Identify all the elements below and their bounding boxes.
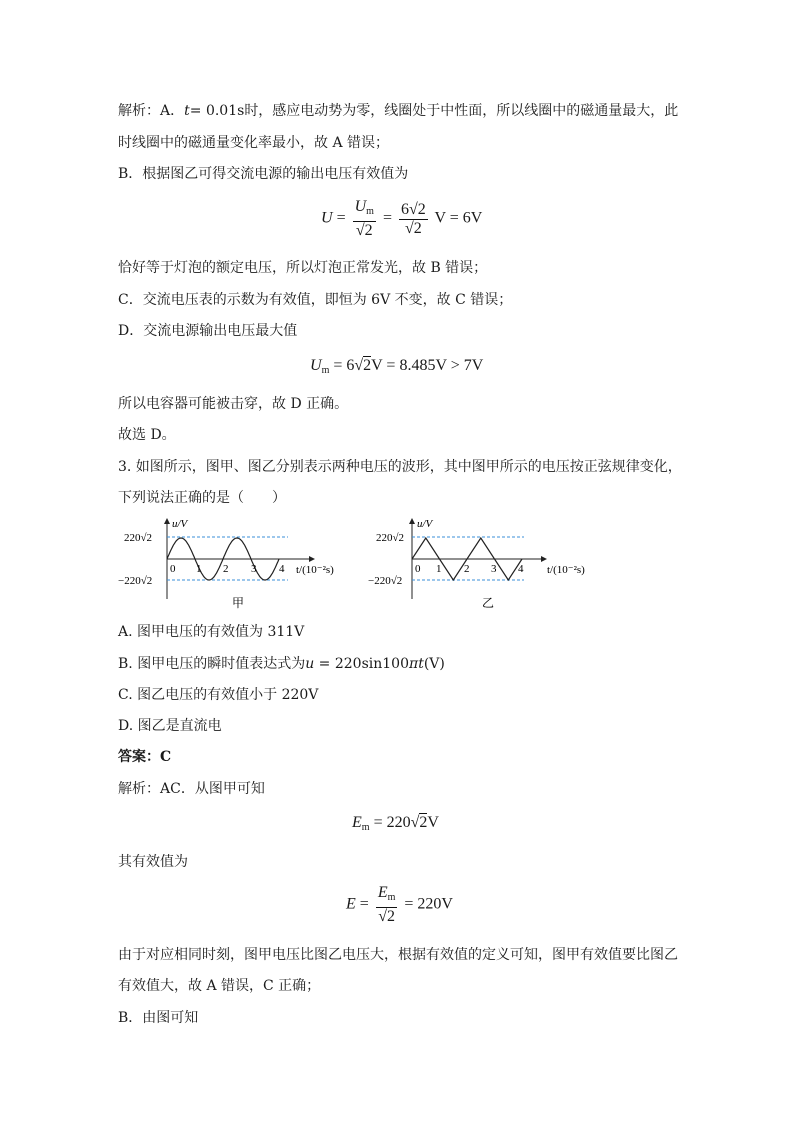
y-min-label: −220√2 <box>368 575 403 587</box>
y-max-label: 220√2 <box>124 532 153 544</box>
analysis-b-line: B．根据图乙可得交流电源的输出电压有效值为 <box>118 166 409 182</box>
tick-4: 4 <box>518 563 524 575</box>
analysis-ac: 解析：AC．从图甲可知 <box>118 781 265 797</box>
final-choice: 故选 D。 <box>118 427 176 443</box>
analysis-comparison-2: 有效值大，故 A 错误，C 正确； <box>118 978 321 994</box>
analysis-a-line-2: 时线圈中的磁通量变化率最小，故 A 错误； <box>118 135 390 151</box>
analysis-a-line: 解析：A．t= 0.01s时，感应电动势为零，线圈处于中性面，所以线圈中的磁通量最大，此 <box>118 103 679 119</box>
caption-jia: 甲 <box>232 596 245 610</box>
analysis-b-conclusion: 恰好等于灯泡的额定电压，所以灯泡正常发光，故 B 错误； <box>118 260 488 276</box>
y-axis-label: u/V <box>172 518 188 530</box>
y-axis-label: u/V <box>417 518 433 530</box>
figure-yi <box>366 515 598 615</box>
tick-3: 3 <box>251 563 257 575</box>
option-b: B. 图甲电压的瞬时值表达式为u = 220sin100πt(V) <box>118 656 445 672</box>
y-min-label: −220√2 <box>118 575 153 587</box>
option-d: D. 图乙是直流电 <box>118 718 222 734</box>
caption-yi: 乙 <box>482 596 495 610</box>
analysis-d-conclusion: 所以电容器可能被击穿，故 D 正确。 <box>118 396 349 412</box>
question-3-stem-2: 下列说法正确的是（ ） <box>118 490 286 506</box>
equation-max-voltage: $U_m = 6√2V = 8.485V > 7V$ <box>310 357 484 376</box>
answer: 答案：C <box>118 749 172 765</box>
equation-effective-e: E = $\frac{E_m}{√2}$ = 220V <box>346 884 453 925</box>
analysis-comparison: 由于对应相同时刻，图甲电压比图乙电压大，根据有效值的定义可知，图甲有效值要比图乙 <box>118 947 678 963</box>
analysis-b: B．由图可知 <box>118 1010 199 1026</box>
x-axis-label: t/(10⁻²s) <box>296 564 334 576</box>
tick-1: 1 <box>196 563 202 575</box>
analysis-c-line: C．交流电压表的示数为有效值，即恒为 6V 不变，故 C 错误； <box>118 292 513 308</box>
tick-3: 3 <box>491 563 497 575</box>
effective-label: 其有效值为 <box>118 854 188 870</box>
tick-2: 2 <box>464 563 470 575</box>
x-axis-label: t/(10⁻²s) <box>547 564 585 576</box>
analysis-d-line: D．交流电源输出电压最大值 <box>118 323 298 339</box>
tick-4: 4 <box>279 563 285 575</box>
figure-jia <box>118 515 350 615</box>
y-max-label: 220√2 <box>376 532 405 544</box>
tick-2: 2 <box>223 563 229 575</box>
tick-0: 0 <box>170 563 176 575</box>
tick-1: 1 <box>436 563 442 575</box>
tick-0: 0 <box>415 563 421 575</box>
equation-em: $E_m = 220√2V$ <box>352 814 439 833</box>
question-3-stem: 3. 如图所示，图甲、图乙分别表示两种电压的波形，其中图甲所示的电压按正弦规律变化， <box>118 459 682 475</box>
option-a: A. 图甲电压的有效值为 311V <box>118 624 305 640</box>
option-c: C. 图乙电压的有效值小于 220V <box>118 687 319 703</box>
equation-effective-voltage: U = $\frac{U_m}{√2}$ = $\frac{6√2}{√2}$ V = 6V <box>321 198 483 239</box>
